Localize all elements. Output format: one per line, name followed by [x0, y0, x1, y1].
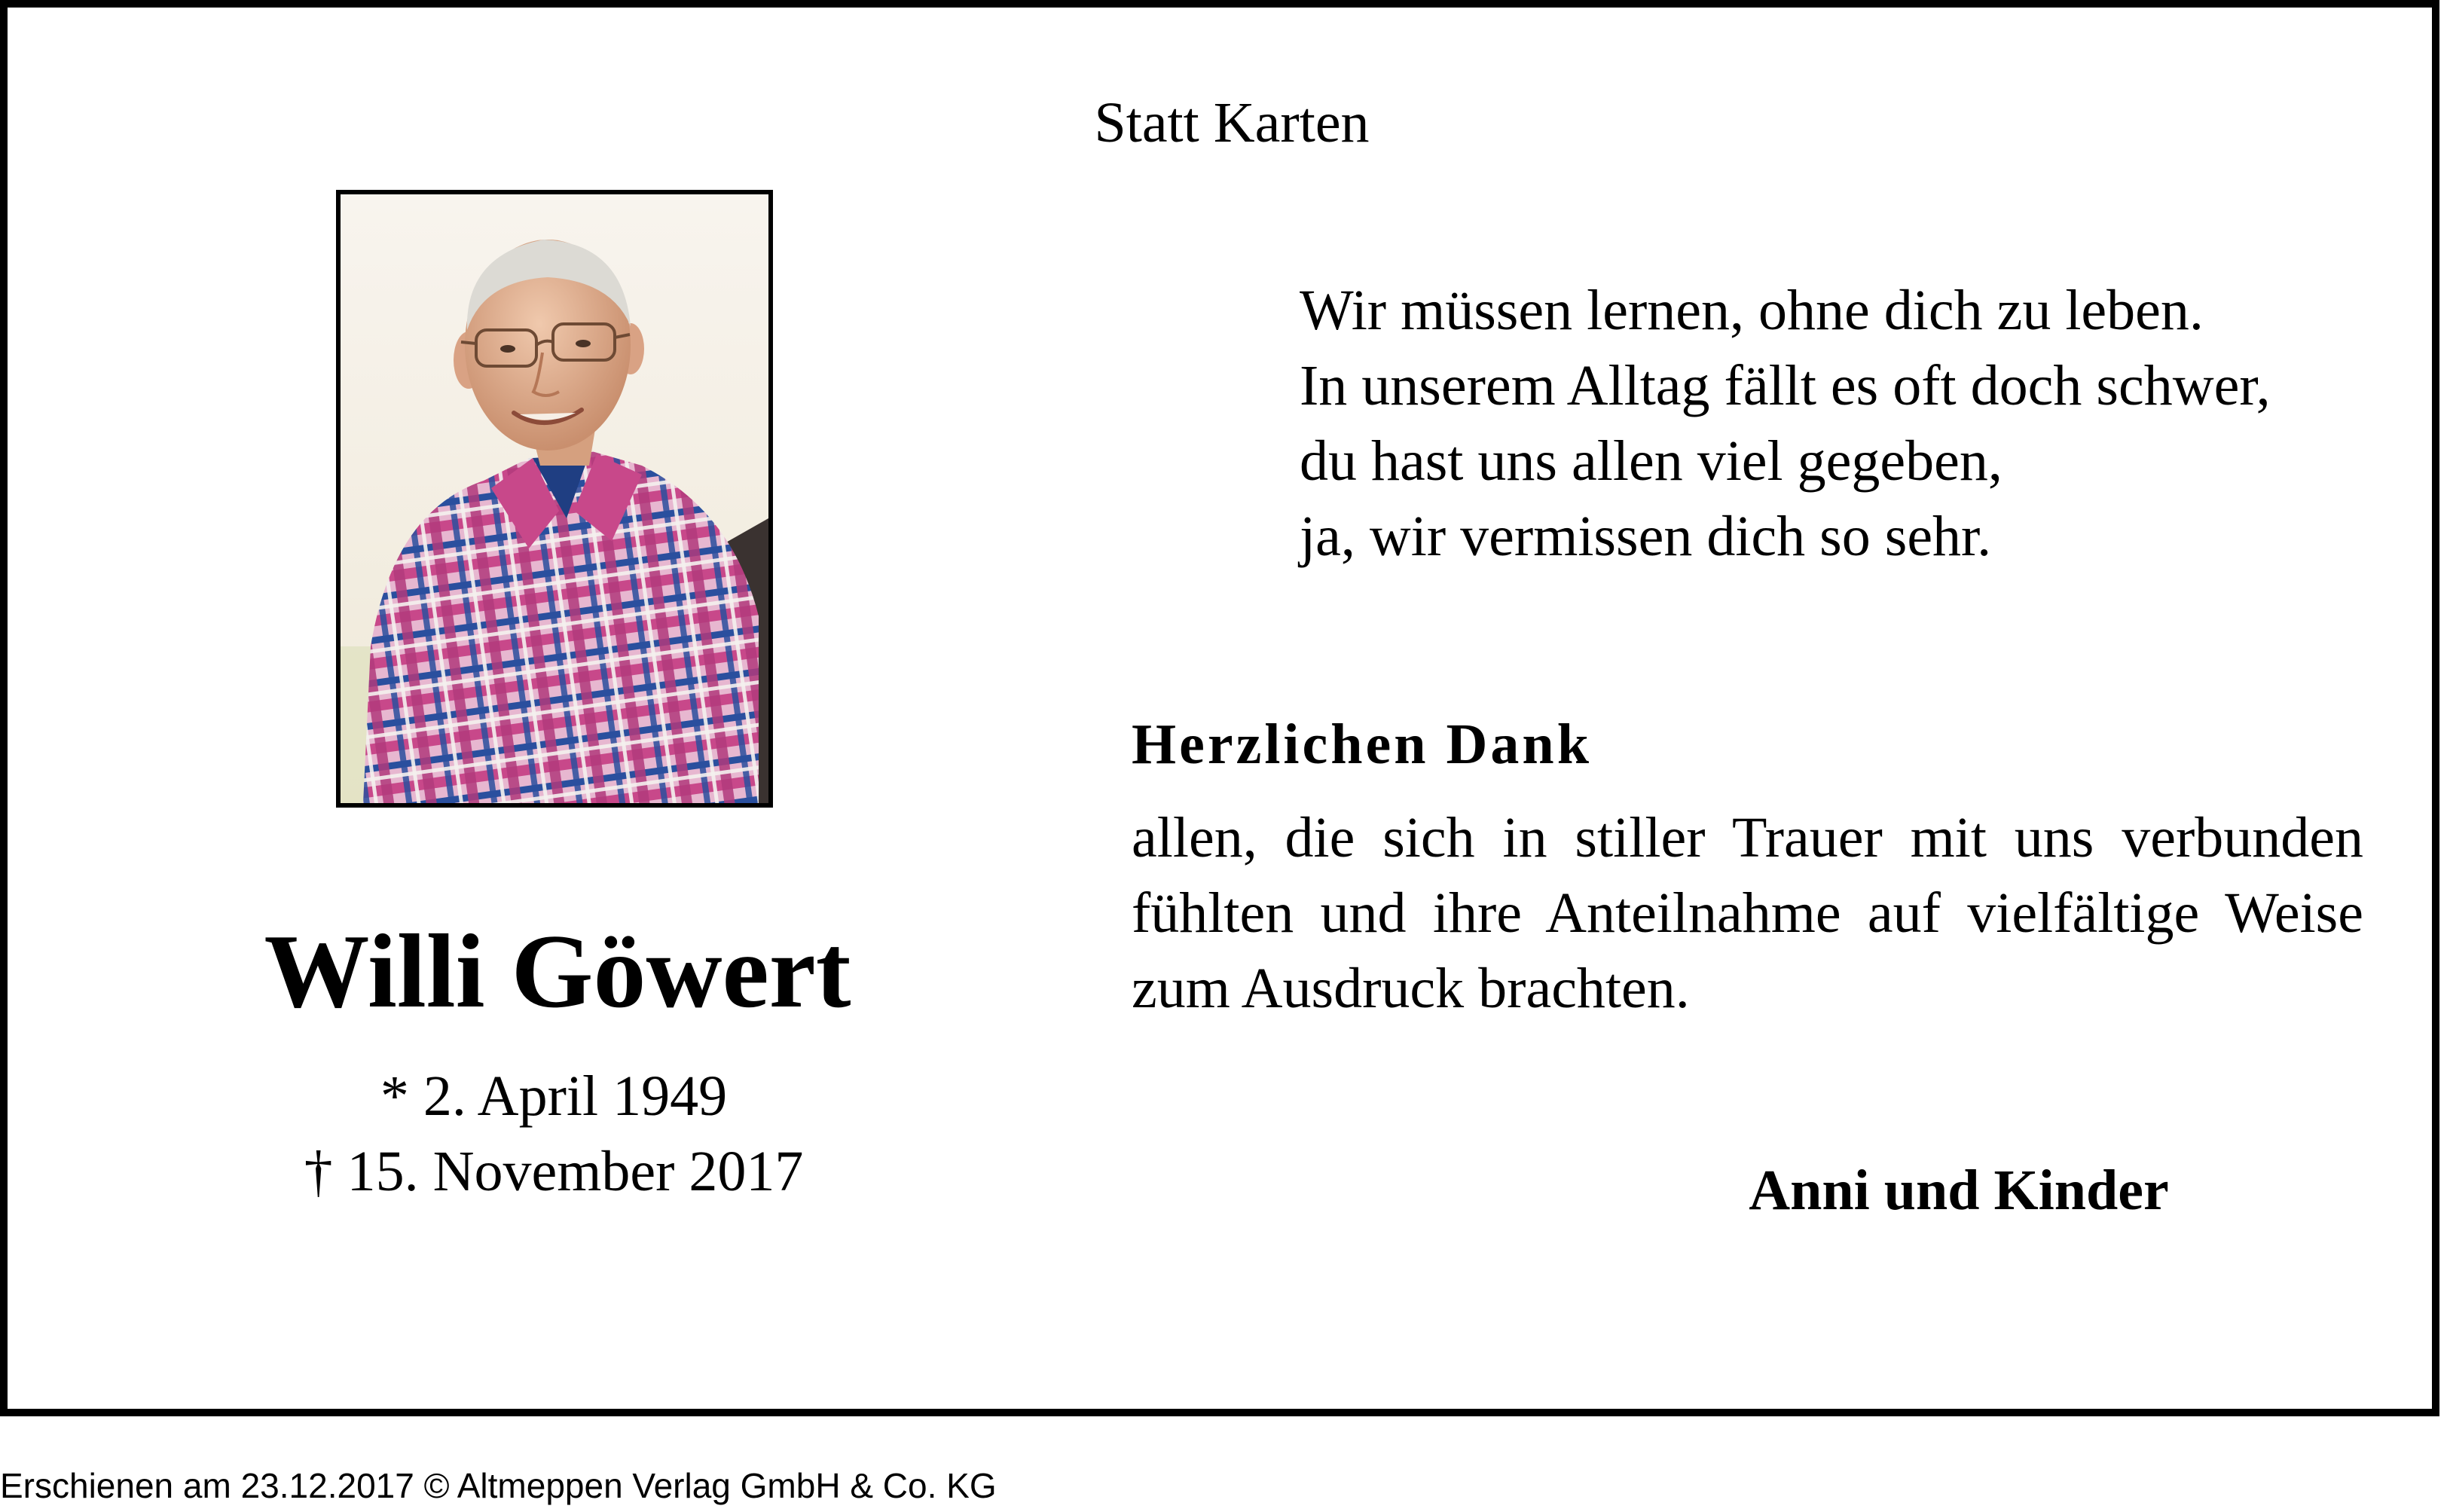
portrait-photo	[336, 190, 773, 808]
poem-line: du hast uns allen viel gegeben,	[1300, 429, 2003, 493]
birth-date: * 2. April 1949	[380, 1065, 728, 1128]
thanks-text: allen, die sich in stiller Trauer mit uns verbunden fühlten und ihre Anteilnahme auf vielfältige Weise zum Ausdruck brachten.	[1132, 806, 2363, 1020]
death-date: † 15. November 2017	[304, 1140, 804, 1203]
poem-line: Wir müssen lernen, ohne dich zu leben.	[1300, 279, 2204, 342]
life-dates	[121, 1058, 987, 1209]
publication-footer: Erschienen am 23.12.2017 © Altmeppen Verlag GmbH & Co. KG	[0, 1466, 997, 1505]
poem-line: In unserem Alltag fällt es oft doch schwer,	[1300, 354, 2271, 417]
deceased-name: Willi Göwert	[264, 913, 851, 1030]
statt-karten-label: Statt Karten	[1094, 91, 1370, 154]
signature: Anni und Kinder	[1749, 1159, 2169, 1222]
memorial-poem	[1300, 273, 2377, 574]
poem-line: ja, wir vermissen dich so sehr.	[1300, 505, 1992, 568]
thanks-heading: Herzlichen Dank	[1132, 713, 1592, 776]
